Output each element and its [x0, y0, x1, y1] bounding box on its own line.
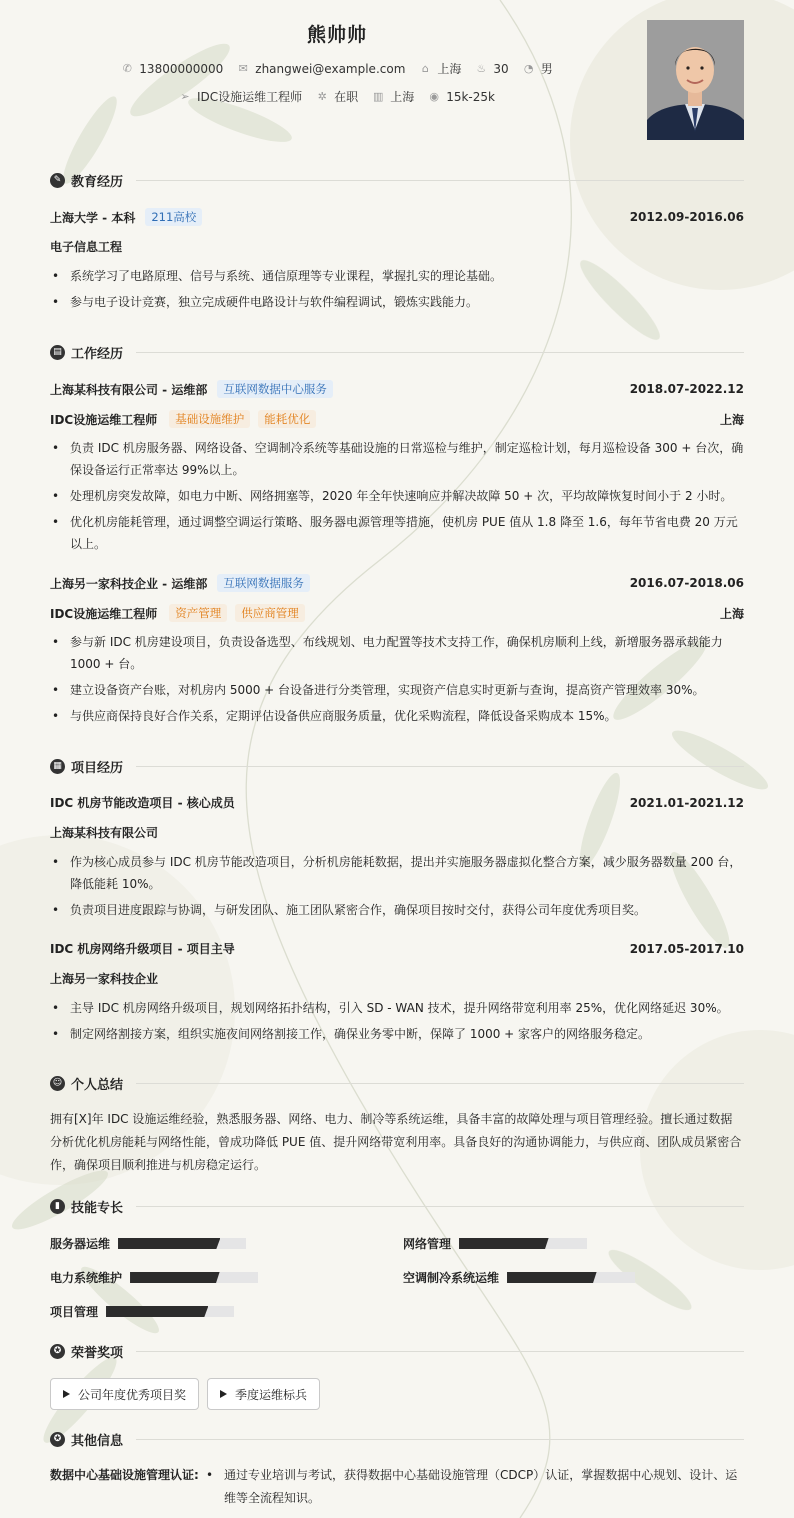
graduation-cap-icon: ✎: [50, 173, 65, 188]
skill-item: [50, 1235, 246, 1252]
skill-tag: 供应商管理: [235, 604, 305, 622]
gender-text: 男: [540, 62, 553, 76]
project-company-line: [50, 970, 744, 987]
divider: [136, 1083, 744, 1084]
list-item: • 建立设备资产台账，对机房内 5000 + 台设备进行分类管理，实现资产信息实时更新与查询，提高资产管理效率 30%。: [50, 679, 744, 701]
position-info: [179, 88, 302, 105]
avatar: [647, 20, 744, 140]
skill-name: 网络管理: [403, 1237, 452, 1251]
job-role: IDC设施运维工程师: [50, 606, 158, 621]
job-header: [50, 574, 744, 592]
list-item: • 系统学习了电路原理、信号与系统、通信原理等专业课程，掌握扎实的理论基础。: [50, 265, 744, 287]
company-name: 上海另一家科技企业 - 运维部: [50, 576, 208, 591]
email-text: zhangwei@example.com: [255, 61, 406, 76]
skills-title-text: 技能专长: [71, 1201, 124, 1216]
phone-text: 13800000000: [139, 61, 224, 76]
company-tag: 互联网数据中心服务: [217, 380, 333, 398]
email-icon: ✉: [238, 61, 248, 75]
projects-section-title: [50, 757, 123, 776]
skill-item: [403, 1269, 635, 1286]
project-header: [50, 794, 744, 811]
skill-item: [403, 1235, 587, 1252]
divider: [136, 1439, 744, 1440]
job-city: 上海: [719, 606, 744, 621]
gear-icon: ✲: [317, 89, 327, 103]
send-icon: ➢: [180, 89, 190, 103]
age-text: 30: [493, 61, 509, 76]
divider: [136, 180, 744, 181]
project-company: 上海某科技有限公司: [50, 826, 159, 840]
phone-icon: ✆: [122, 61, 132, 75]
other-title-text: 其他信息: [71, 1434, 124, 1449]
company-tag: 互联网数据服务: [217, 574, 310, 592]
project-company: 上海另一家科技企业: [50, 972, 159, 986]
summary-title-text: 个人总结: [71, 1078, 124, 1093]
medal-icon: ✪: [50, 1344, 65, 1359]
award-text: 公司年度优秀项目奖: [78, 1387, 187, 1402]
cake-icon: ♨: [476, 61, 487, 75]
city-text: 上海: [437, 62, 462, 76]
skill-name: 电力系统维护: [50, 1271, 123, 1285]
awards-title-text: 荣誉奖项: [71, 1346, 124, 1361]
award-text: 季度运维标兵: [235, 1387, 308, 1402]
job-intent-row: [0, 88, 674, 105]
list-item: • 优化机房能耗管理，通过调整空调运行策略、服务器电源管理等措施，使机房 PUE 值从 1.8 降至 1.6，每年节省电费 20 万元以上。: [50, 511, 744, 555]
list-item: • 制定网络割接方案，组织实施夜间网络割接工作，确保业务零中断，保障了 1000 + 家客户的网络服务稳定。: [50, 1023, 744, 1045]
projects-title-text: 项目经历: [71, 761, 124, 776]
project-name: IDC 机房网络升级项目 - 项目主导: [50, 942, 235, 956]
skill-bar: [459, 1238, 587, 1249]
divider: [136, 1351, 744, 1352]
coin-icon: ◉: [429, 89, 439, 103]
skill-bar-fill: [459, 1238, 549, 1249]
resume-name: 熊帅帅: [306, 24, 367, 46]
project-period: 2021.01-2021.12: [629, 795, 744, 810]
age-info: [475, 62, 508, 76]
home-icon: ⌂: [421, 61, 429, 75]
gender-icon: ◔: [523, 61, 534, 75]
list-item: • 负责项目进度跟踪与协调，与研发团队、施工团队紧密合作，确保项目按时交付，获得公司年度优秀项目奖。: [50, 899, 744, 921]
gender-info: [523, 60, 553, 77]
project-company-line: [50, 824, 744, 841]
skill-bar-fill: [118, 1238, 220, 1249]
project-header: [50, 940, 744, 957]
job-header: [50, 380, 744, 398]
education-title-text: 教育经历: [71, 175, 124, 190]
summary-section-title: [50, 1074, 123, 1093]
profile-photo: [647, 20, 744, 140]
other-section-title: [50, 1430, 123, 1449]
medal-icon: ✪: [50, 1432, 65, 1447]
list-item: • 参与电子设计竞赛，独立完成硬件电路设计与软件编程调试，锻炼实践能力。: [50, 291, 744, 313]
salary-text: 15k-25k: [446, 89, 495, 104]
status-info: [316, 88, 358, 105]
school-tag: 211高校: [145, 208, 202, 226]
person-icon: ☺: [50, 1076, 65, 1091]
school-name: 上海大学 - 本科: [50, 210, 136, 225]
job-city: 上海: [719, 412, 744, 427]
job-role: IDC设施运维工程师: [50, 412, 158, 427]
status-text: 在职: [334, 90, 359, 104]
position-text: IDC设施运维工程师: [197, 90, 303, 104]
skill-item: [50, 1303, 234, 1320]
education-header: [50, 208, 744, 226]
list-item: • 作为核心成员参与 IDC 机房节能改造项目，分析机房能耗数据，提出并实施服务器虚拟化整合方案，减少服务器数量 200 台，降低能耗 10%。: [50, 851, 744, 895]
target-city-text: 上海: [390, 90, 415, 104]
job-period: 2016.07-2018.06: [629, 576, 744, 590]
building-icon: ▥: [372, 89, 384, 103]
major-name: 电子信息工程: [50, 240, 123, 254]
award-badge: [207, 1378, 320, 1410]
skill-bar: [118, 1238, 246, 1249]
skill-tag: 基础设施维护: [169, 410, 250, 428]
contact-row: [0, 60, 674, 77]
skill-bar: [106, 1306, 234, 1317]
work-title-text: 工作经历: [71, 347, 124, 362]
city-info: [419, 60, 461, 77]
list-item: • 主导 IDC 机房网络升级项目，规划网络拓扑结构，引入 SD - WAN 技术，提升网络带宽利用率 25%，优化网络延迟 30%。: [50, 997, 744, 1019]
summary-text: 拥有[X]年 IDC 设施运维经验，熟悉服务器、网络、电力、制冷等系统运维，具备丰富的故障处理与项目管理经验。擅长通过数据分析优化机房能耗与网络性能，曾成功降低 PUE 值、提升网络带宽利用率。具备良好的沟通协调能力，与供应商、团队成员紧密合作，确保项目顺利推进与机房稳定运行。: [50, 1112, 742, 1172]
skill-bar: [507, 1272, 635, 1283]
phone-info: [121, 62, 223, 76]
skill-bar-fill: [507, 1272, 597, 1283]
company-name: 上海某科技有限公司 - 运维部: [50, 382, 208, 397]
awards-section-title: [50, 1342, 123, 1361]
list-item: • 参与新 IDC 机房建设项目，负责设备选型、布线规划、电力配置等技术支持工作，确保机房顺利上线，新增服务器承载能力 1000 + 台。: [50, 631, 744, 675]
education-section-title: [50, 171, 123, 190]
briefcase-icon: ▤: [50, 345, 65, 360]
bullet-dot: •: [206, 1468, 214, 1482]
divider: [136, 1206, 744, 1207]
grid-icon: ▦: [50, 759, 65, 774]
list-item: • 与供应商保持良好合作关系，定期评估设备供应商服务质量，优化采购流程，降低设备采购成本 15%。: [50, 705, 744, 727]
list-item: • 负责 IDC 机房服务器、网络设备、空调制冷系统等基础设施的日常巡检与维护，制定巡检计划，每月巡检设备 300 + 台次，确保设备运行正常率达 99%以上。: [50, 437, 744, 481]
skill-tag: 资产管理: [169, 604, 227, 622]
skill-tag: 能耗优化: [258, 410, 316, 428]
skill-bar-fill: [130, 1272, 220, 1283]
work-section-title: [50, 343, 123, 362]
skill-name: 空调制冷系统运维: [403, 1271, 500, 1285]
list-item: • 处理机房突发故障，如电力中断、网络拥塞等，2020 年全年快速响应并解决故障 50 + 次，平均故障恢复时间小于 2 小时。: [50, 485, 744, 507]
divider: [136, 766, 744, 767]
award-badge: [50, 1378, 199, 1410]
skill-name: 项目管理: [50, 1305, 99, 1319]
major-line: [50, 238, 744, 255]
salary-info: [428, 90, 495, 104]
bar-chart-icon: ▮: [50, 1199, 65, 1214]
certification-label: 数据中心基础设施管理认证:: [50, 1468, 199, 1482]
email-info: [237, 62, 405, 76]
skill-item: [50, 1269, 258, 1286]
project-period: 2017.05-2017.10: [629, 941, 744, 956]
target-city-info: [372, 88, 414, 105]
project-name: IDC 机房节能改造项目 - 核心成员: [50, 796, 235, 810]
divider: [136, 352, 744, 353]
play-icon: [63, 1390, 70, 1398]
certification-text: 通过专业培训与考试，获得数据中心基础设施管理（CDCP）认证，掌握数据中心规划、设计、运维等全流程知识。: [224, 1468, 738, 1505]
skill-bar-fill: [106, 1306, 208, 1317]
skills-section-title: [50, 1197, 123, 1216]
job-role-line: [50, 604, 744, 622]
play-icon: [220, 1390, 227, 1398]
skill-name: 服务器运维: [50, 1237, 111, 1251]
skill-bar: [130, 1272, 258, 1283]
job-period: 2018.07-2022.12: [629, 382, 744, 396]
job-role-line: [50, 410, 744, 428]
education-period: 2012.09-2016.06: [629, 210, 744, 224]
